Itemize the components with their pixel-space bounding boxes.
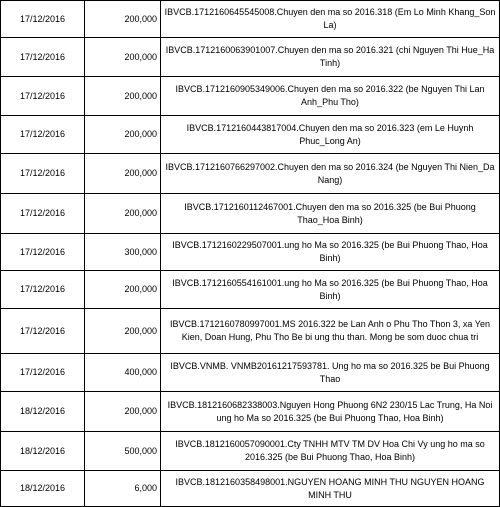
table-row [1,116,500,154]
date-cell: 17/12/2016 [1,234,85,271]
description-cell: IBVCB.1712160645545008.Chuyen den ma so 2016.318 (Em Lo Minh Khang_Son La) [161,1,500,38]
table-row [1,432,500,471]
amount-cell: 200,000 [85,309,161,354]
description-cell: IBVCB.1812160358498001.NGUYEN HOANG MINH THU NGUYEN HOANG MINH THU [161,471,500,507]
date-cell: 17/12/2016 [1,354,85,392]
date-cell: 17/12/2016 [1,154,85,194]
date-cell: 17/12/2016 [1,77,85,116]
amount-cell: 200,000 [85,77,161,116]
table-row [1,77,500,116]
table-row [1,154,500,194]
table-row [1,194,500,234]
description-cell: IBVCB.1712160905349006.Chuyen den ma so 2016.322 (be Nguyen Thi Lan Anh_Phu Tho) [161,77,500,116]
table-row [1,234,500,271]
description-cell: IBVCB.1812160682338003.Nguyen Hong Phuong 6N2 230/15 Lac Trung, Ha Noi ung ho Ma so 2016.325 (be Bui Phuong Thao, Hoa Binh) [161,392,500,432]
amount-cell: 200,000 [85,392,161,432]
amount-cell: 500,000 [85,432,161,471]
amount-cell: 300,000 [85,234,161,271]
description-cell: IBVCB.1712160229507001.ung ho Ma so 2016.325 (be Bui Phuong Thao, Hoa Binh) [161,234,500,271]
table-row [1,38,500,77]
date-cell: 17/12/2016 [1,38,85,77]
amount-cell: 200,000 [85,1,161,38]
amount-cell: 200,000 [85,194,161,234]
amount-cell: 6,000 [85,471,161,507]
amount-cell: 200,000 [85,38,161,77]
date-cell: 17/12/2016 [1,271,85,309]
table-row [1,392,500,432]
description-cell: IBVCB.VNMB. VNMB20161217593781. Ung ho ma so 2016.325 be Bui Phuong Thao [161,354,500,392]
description-cell: IBVCB.1712160766297002.Chuyen den ma so 2016.324 (be Nguyen Thi Nien_Da Nang) [161,154,500,194]
date-cell: 18/12/2016 [1,432,85,471]
date-cell: 18/12/2016 [1,471,85,507]
table-row [1,354,500,392]
table-row [1,1,500,38]
table-row [1,471,500,507]
description-cell: IBVCB.1712160063901007.Chuyen den ma so 2016.321 (chi Nguyen Thi Hue_Ha Tinh) [161,38,500,77]
amount-cell: 200,000 [85,116,161,154]
date-cell: 17/12/2016 [1,1,85,38]
date-cell: 17/12/2016 [1,309,85,354]
description-cell: IBVCB.1712160112467001.Chuyen den ma so 2016.325 (be Bui Phuong Thao_Hoa Binh) [161,194,500,234]
table-row [1,309,500,354]
description-cell: IBVCB.1712160554161001.ung ho Ma so 2016.325 (be Bui Phuong Thao, Hoa Binh) [161,271,500,309]
description-cell: IBVCB.1812160057090001.Cty TNHH MTV TM DV Hoa Chi Vy ung ho ma so 2016.325 (be Bui Phuong Thao, Hoa Binh) [161,432,500,471]
date-cell: 17/12/2016 [1,194,85,234]
amount-cell: 400,000 [85,354,161,392]
table-row [1,271,500,309]
date-cell: 18/12/2016 [1,392,85,432]
date-cell: 17/12/2016 [1,116,85,154]
amount-cell: 200,000 [85,271,161,309]
amount-cell: 200,000 [85,154,161,194]
description-cell: IBVCB.1712160780997001.MS 2016.322 be Lan Anh o Phu Tho Thon 3, xa Yen Kien, Doan Hung, Phu Tho Be bi ung thu than. Mong be som duoc chua tri [161,309,500,354]
description-cell: IBVCB.1712160443817004.Chuyen den ma so 2016.323 (em Le Huynh Phuc_Long An) [161,116,500,154]
